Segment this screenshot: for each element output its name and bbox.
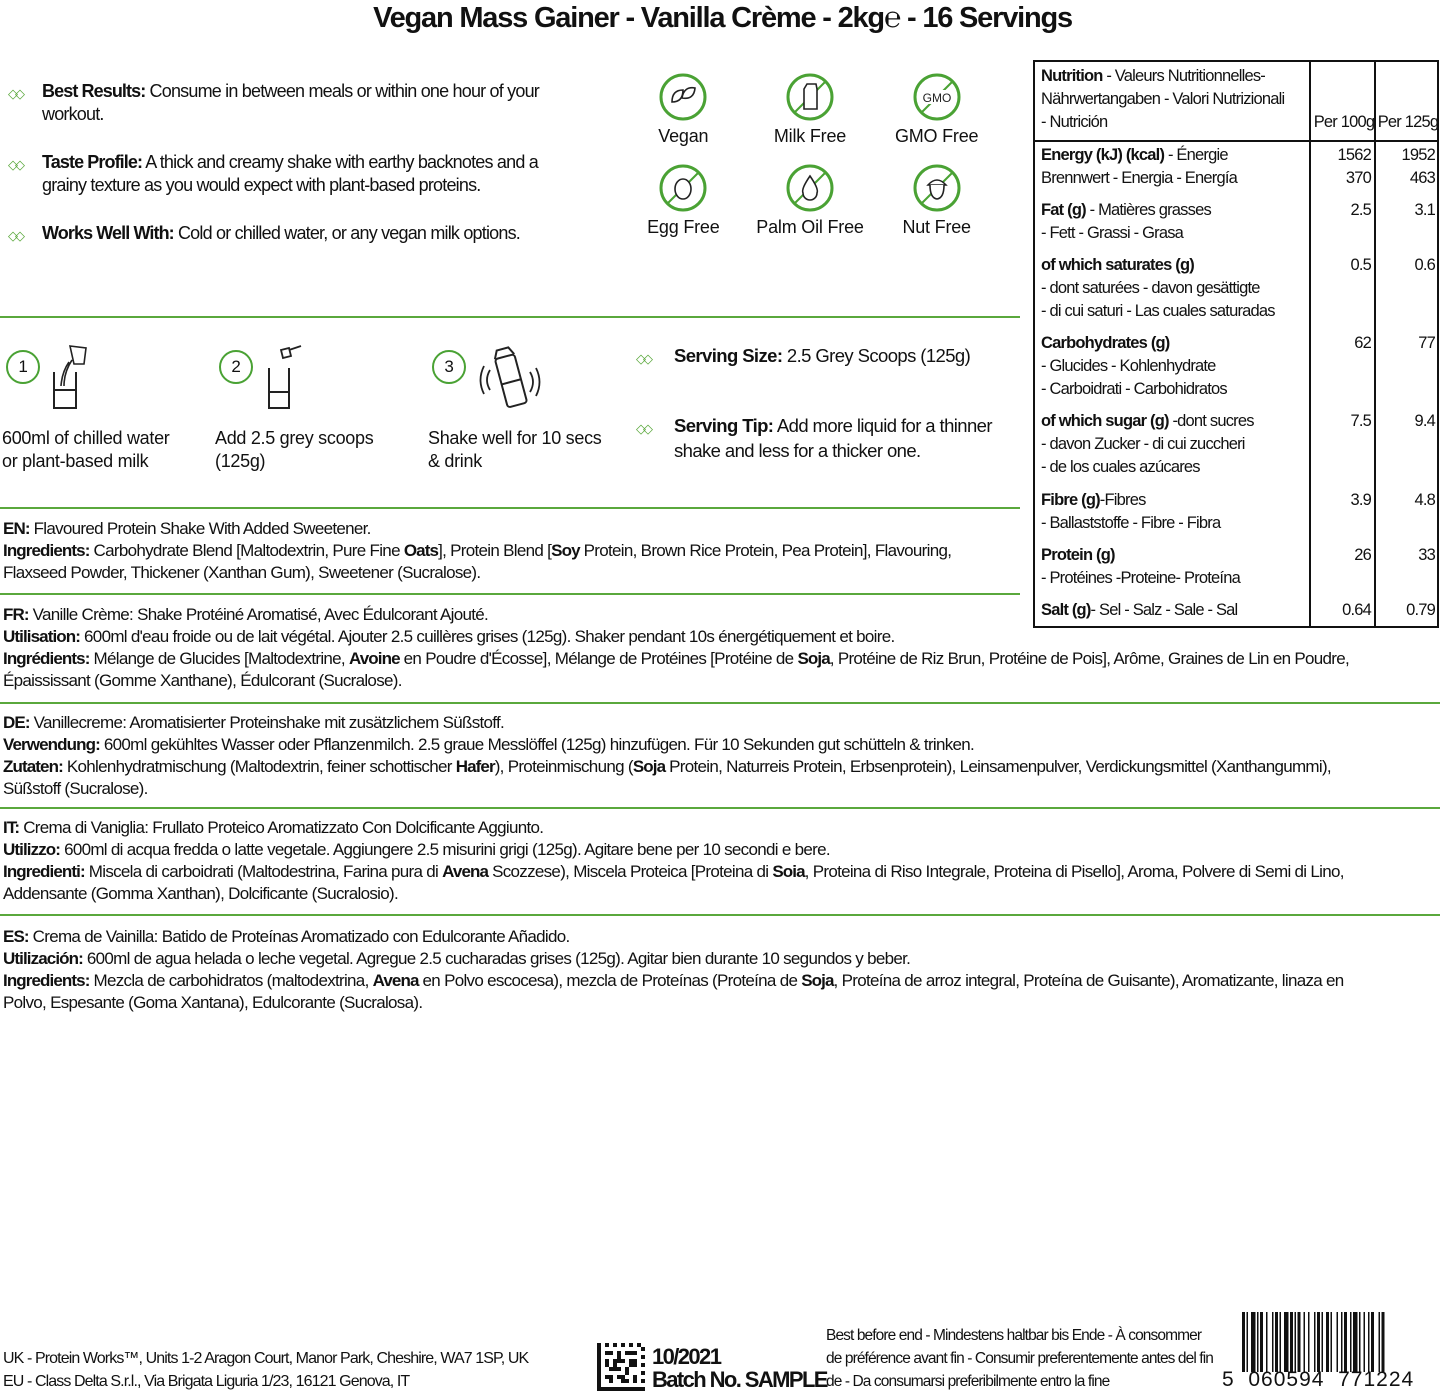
bold-term: Verwendung: xyxy=(3,735,100,754)
serving-text: 2.5 Grey Scoops (125g) xyxy=(782,345,971,366)
best-before xyxy=(826,1324,1213,1393)
text-segment: Crema de Vainilla: Batido de Proteínas Aromatizado con Edulcorante Añadido. xyxy=(28,927,570,946)
barcode-bar xyxy=(1242,1312,1245,1372)
barcode-digit-group: 5 xyxy=(1222,1368,1235,1391)
bold-term: Soy xyxy=(551,541,580,560)
barcode-bar xyxy=(1275,1312,1278,1372)
barcode-bar xyxy=(1260,1312,1263,1372)
serving-tip xyxy=(636,413,1021,463)
text-segment: Mezcla de carbohidratos (maltodextrina, xyxy=(89,971,373,990)
nutrient-label xyxy=(1041,332,1309,401)
bold-term: Hafer xyxy=(455,757,495,776)
lang-block-it xyxy=(3,817,1344,905)
bullet-taste-profile xyxy=(8,151,568,197)
serving-label: Serving Tip: xyxy=(674,415,774,436)
value-per-125g xyxy=(1377,332,1435,355)
text-line xyxy=(3,540,951,562)
text-segment: Épaississant (Gomme Xanthane), Édulcorant (Sucralose). xyxy=(3,671,402,690)
value-per-100g xyxy=(1311,544,1371,567)
divider xyxy=(0,807,1440,809)
barcode-bar xyxy=(1251,1312,1256,1372)
badge-label: Nut Free xyxy=(902,217,971,237)
value-per-100g xyxy=(1311,599,1371,622)
dietary-badges xyxy=(620,72,1000,238)
bold-term: Soja xyxy=(632,757,666,776)
bold-term: Soja xyxy=(797,649,830,668)
bold-term: Ingredienti: xyxy=(3,862,85,881)
text-line xyxy=(3,817,1344,839)
step-2 xyxy=(215,342,395,473)
barcode xyxy=(1222,1312,1444,1393)
text-segment: Miscela di carboidrati (Maltodestrina, Farina pura di xyxy=(84,862,443,881)
nutrient-translation: - Ballaststoffe - Fibre - Fibra xyxy=(1041,514,1221,532)
barcode-bar xyxy=(1308,1312,1310,1372)
bold-term: Soja xyxy=(801,971,834,990)
text-segment: , Protéine de Riz Brun, Protéine de Pois], Arôme, Graines de Lin en Poudre, xyxy=(829,649,1349,668)
text-segment: 600ml gekühltes Wasser oder Pflanzenmilch. 2.5 graue Messlöffel (125g) hinzufügen. Für 10 Sekunden gut schütteln & trinken. xyxy=(99,735,975,754)
vegan-leaf-icon xyxy=(658,72,708,122)
bold-term: Oats xyxy=(403,541,439,560)
barcode-bar xyxy=(1298,1312,1301,1372)
bullet-works-well-with xyxy=(8,222,568,247)
barcode-bar xyxy=(1337,1312,1339,1372)
nutrient-name: Carbohydrates (g) xyxy=(1041,334,1170,352)
text-segment: Protein, Naturreis Protein, Erbsenprotein), Leinsamenpulver, Verdickungsmittel (Xanthangummi), xyxy=(665,757,1331,776)
nutrient-value: 0.79 xyxy=(1406,601,1435,619)
nutrient-translation: -Fibres xyxy=(1099,491,1146,509)
nutrient-name: Salt (g) xyxy=(1041,601,1091,619)
divider xyxy=(0,593,1020,595)
column-divider xyxy=(1374,62,1376,626)
nutrient-value: 3.1 xyxy=(1414,201,1435,219)
nutrient-translation: Brennwert - Energia - Energía xyxy=(1041,169,1237,187)
nutrient-label xyxy=(1041,254,1309,323)
bold-term: DE: xyxy=(3,713,30,732)
nutrient-value: 0.64 xyxy=(1342,601,1371,619)
barcode-bar xyxy=(1371,1312,1374,1372)
svg-text:GMO: GMO xyxy=(922,91,951,105)
text-line xyxy=(3,562,951,584)
text-segment: 600ml de agua helada o leche vegetal. Agregue 2.5 cucharadas grises (125g). Agitar bien durante 10 segundos y beber. xyxy=(82,949,911,968)
text-segment: Polvo, Espesante (Goma Xantana), Edulcorante (Sucralosa). xyxy=(3,993,423,1012)
egg-icon xyxy=(658,163,708,213)
nutrition-header xyxy=(1035,62,1437,142)
barcode-bar xyxy=(1314,1312,1316,1372)
barcode-bar xyxy=(1326,1312,1329,1372)
step-1 xyxy=(2,342,182,473)
nutrient-translation: - Carboidrati - Carbohidratos xyxy=(1041,380,1227,398)
barcode-bar xyxy=(1353,1312,1358,1372)
bold-term: ES: xyxy=(3,927,29,946)
barcode-bar xyxy=(1341,1312,1343,1372)
barcode-bar xyxy=(1331,1312,1333,1372)
nutrient-value: 370 xyxy=(1345,169,1371,187)
text-segment: 600ml d'eau froide ou de lait végétal. Ajouter 2.5 cuillères grises (125g). Shaker pendant 10s énergétiquement et boire. xyxy=(80,627,895,646)
barcode-number xyxy=(1222,1368,1414,1392)
nutrient-label xyxy=(1041,199,1309,245)
nutrient-label xyxy=(1041,599,1309,622)
text-segment: ], Protein Blend [ xyxy=(438,541,552,560)
nutrient-label xyxy=(1041,410,1309,479)
text-line xyxy=(3,670,1349,692)
step-text: Add 2.5 grey scoops (125g) xyxy=(215,428,374,471)
nutrient-value: 463 xyxy=(1409,169,1435,187)
value-per-125g xyxy=(1377,599,1435,622)
text-line xyxy=(3,734,1331,756)
badge-palm-oil-free xyxy=(747,163,874,238)
lang-block-de xyxy=(3,712,1331,800)
badge-label: GMO Free xyxy=(894,126,979,146)
text-segment: , Proteina di Riso Integrale, Proteina di Pisello], Aroma, Polvere di Semi di Lino, xyxy=(804,862,1344,881)
oil-drop-icon xyxy=(785,163,835,213)
nutrient-value: 77 xyxy=(1418,334,1435,352)
bold-term: Utilisation: xyxy=(3,627,81,646)
diamond-bullet-icon: ◇◇ xyxy=(8,157,22,172)
nutrient-name: Fibre (g) xyxy=(1041,491,1100,509)
badge-label: Vegan xyxy=(658,126,709,146)
text-line xyxy=(3,883,1344,905)
bold-term: Soia xyxy=(772,862,805,881)
barcode-bar xyxy=(1364,1312,1366,1372)
divider xyxy=(0,702,1440,704)
value-per-125g xyxy=(1377,199,1435,222)
lang-block-es xyxy=(3,926,1344,1014)
value-per-125g xyxy=(1377,489,1435,512)
best-before-line: de - Da consumarsi preferibilmente entro la fine xyxy=(826,1373,1110,1390)
barcode-bar xyxy=(1247,1312,1249,1372)
barcode-bar xyxy=(1266,1312,1268,1372)
serving-text: Add more liquid for a thinner shake and less for a thicker one. xyxy=(674,415,992,461)
barcode-bar xyxy=(1359,1312,1361,1372)
nutrient-value: 62 xyxy=(1354,334,1371,352)
text-segment: ), Proteinmischung ( xyxy=(494,757,633,776)
nutrition-title-es: - Nutrición xyxy=(1041,113,1108,131)
bold-term: EN: xyxy=(3,519,30,538)
bullet-label: Works Well With: xyxy=(42,223,174,243)
text-line xyxy=(3,518,951,540)
bold-term: Avoine xyxy=(348,649,400,668)
nutrient-label xyxy=(1041,144,1309,190)
nutrient-name: of which sugar (g) xyxy=(1041,412,1169,430)
diamond-bullet-icon: ◇◇ xyxy=(636,421,650,436)
barcode-bar xyxy=(1379,1312,1381,1372)
acorn-icon xyxy=(912,163,962,213)
nutrient-label xyxy=(1041,544,1309,590)
serving-size xyxy=(636,343,1021,371)
badge-label: Egg Free xyxy=(647,217,720,237)
text-segment: Scozzese), Miscela Proteica [Proteina di xyxy=(488,862,773,881)
text-segment: Crema di Vaniglia: Frullato Proteico Aromatizzato Con Dolcificante Aggiunto. xyxy=(19,818,544,837)
badge-vegan xyxy=(620,72,747,147)
step-number: 3 xyxy=(432,350,466,384)
bold-term: Ingrédients: xyxy=(3,649,90,668)
value-per-100g xyxy=(1311,410,1371,433)
step-number: 2 xyxy=(219,350,253,384)
nutrition-title-de-it: Nährwertangaben - Valori Nutrizionali xyxy=(1041,90,1285,108)
nutrient-value: 1952 xyxy=(1401,146,1435,164)
nutrient-value: 26 xyxy=(1354,546,1371,564)
column-per-100g: Per 100g xyxy=(1313,113,1375,131)
nutrient-translation: - Fett - Grassi - Grasa xyxy=(1041,224,1184,242)
text-line xyxy=(3,712,1331,734)
bullet-text: A thick and creamy shake with earthy backnotes and a grainy texture as you would expect with plant-based proteins. xyxy=(42,152,538,195)
nutrient-translation: - davon Zucker - di cui zuccheri xyxy=(1041,435,1245,453)
badge-egg-free xyxy=(620,163,747,238)
text-segment: 600ml di acqua fredda o latte vegetale. Aggiungere 2.5 misurini grigi (125g). Agitare bene per 10 secondi e bere. xyxy=(60,840,830,859)
text-segment: Kohlenhydratmischung (Maltodextrin, feiner schottischer xyxy=(62,757,456,776)
best-before-line: de préférence avant fin - Consumir preferentemente antes del fin xyxy=(826,1350,1213,1367)
nutrient-translation: - Matières grasses xyxy=(1085,201,1211,219)
barcode-bar xyxy=(1382,1312,1385,1372)
barcode-bar xyxy=(1295,1312,1297,1372)
batch-info xyxy=(652,1345,827,1391)
barcode-bars-icon xyxy=(1222,1312,1444,1372)
barcode-bar xyxy=(1280,1312,1282,1372)
text-line xyxy=(3,778,1331,800)
nutrient-value: 7.5 xyxy=(1350,412,1371,430)
nutrient-value: 3.9 xyxy=(1350,491,1371,509)
text-line xyxy=(3,756,1331,778)
badge-milk-free xyxy=(747,72,874,147)
nutrition-title-en: Nutrition xyxy=(1041,67,1103,85)
nutrient-translation: -dont sucres xyxy=(1168,412,1254,430)
bold-term: Utilización: xyxy=(3,949,83,968)
batch-number: Batch No. SAMPLE xyxy=(652,1367,827,1392)
nutrient-value: 0.6 xyxy=(1414,256,1435,274)
text-segment: Flaxseed Powder, Thickener (Xanthan Gum), Sweetener (Sucralose). xyxy=(3,563,481,582)
text-line xyxy=(3,970,1344,992)
barcode-bar xyxy=(1344,1312,1347,1372)
value-per-100g xyxy=(1311,489,1371,512)
nutrient-name: Energy (kJ) (kcal) xyxy=(1041,146,1165,164)
nutrient-name: of which saturates (g) xyxy=(1041,256,1194,274)
text-line xyxy=(3,839,1344,861)
text-line xyxy=(3,926,1344,948)
text-line xyxy=(3,861,1344,883)
value-per-100g xyxy=(1311,144,1371,190)
serving-label: Serving Size: xyxy=(674,345,783,366)
text-line xyxy=(3,948,1344,970)
batch-date: 10/2021 xyxy=(652,1344,721,1369)
nutrient-value: 1562 xyxy=(1337,146,1371,164)
product-title: Vegan Mass Gainer - Vanilla Crème - 2kg℮ - 16 Servings xyxy=(373,2,1072,34)
text-segment: , Proteína de arroz integral, Proteína de Guisante), Aromatizante, linaza en xyxy=(833,971,1344,990)
barcode-bar xyxy=(1257,1312,1259,1372)
bold-term: Ingredients: xyxy=(3,541,90,560)
nutrient-translation: - di cui saturi - Las cuales saturadas xyxy=(1041,302,1275,320)
barcode-bar xyxy=(1304,1312,1306,1372)
pour-glass-icon xyxy=(50,342,94,412)
diamond-bullet-icon: ◇◇ xyxy=(8,86,22,101)
text-line xyxy=(3,648,1349,670)
bullet-text: Consume in between meals or within one hour of your workout. xyxy=(42,81,539,124)
barcode-bar xyxy=(1284,1312,1289,1372)
step-number: 1 xyxy=(6,350,40,384)
value-per-100g xyxy=(1311,332,1371,355)
milk-carton-icon xyxy=(785,72,835,122)
text-segment: en Polvo escocesa), mezcla de Proteínas (Proteína de xyxy=(418,971,802,990)
step-text: 600ml of chilled water or plant-based milk xyxy=(2,428,170,471)
value-per-125g xyxy=(1377,544,1435,567)
datamatrix-code-icon xyxy=(597,1343,645,1391)
step-text: Shake well for 10 secs & drink xyxy=(428,428,602,471)
nutrient-translation: - de los cuales azúcares xyxy=(1041,458,1200,476)
text-segment: Flavoured Protein Shake With Added Sweetener. xyxy=(29,519,371,538)
barcode-bar xyxy=(1322,1312,1324,1372)
nutrition-title xyxy=(1041,65,1309,134)
divider xyxy=(0,914,1440,916)
value-per-100g xyxy=(1311,199,1371,222)
scoop-glass-icon xyxy=(263,344,307,414)
divider xyxy=(0,316,1020,318)
nutrient-value: 4.8 xyxy=(1414,491,1435,509)
bold-term: FR: xyxy=(3,605,29,624)
text-segment: Süßstoff (Sucralose). xyxy=(3,779,148,798)
nutrition-table xyxy=(1033,60,1439,628)
nutrient-translation: - Protéines -Proteine- Proteína xyxy=(1041,569,1240,587)
nutrient-value: 9.4 xyxy=(1414,412,1435,430)
best-before-line: Best before end - Mindestens haltbar bis Ende - À consommer xyxy=(826,1327,1202,1344)
bold-term: Ingredients: xyxy=(3,971,90,990)
bullet-text: Cold or chilled water, or any vegan milk options. xyxy=(173,223,520,243)
lang-block-en xyxy=(3,518,951,584)
badge-gmo-free xyxy=(873,72,1000,147)
company-addresses xyxy=(3,1347,528,1393)
bold-term: Zutaten: xyxy=(3,757,63,776)
bullet-label: Best Results: xyxy=(42,81,146,101)
address-eu: EU - Class Delta S.r.l., Via Brigata Liguria 1/23, 16121 Genova, IT xyxy=(3,1373,410,1390)
text-segment: Vanille Crème: Shake Protéiné Aromatisé, Avec Édulcorant Ajouté. xyxy=(28,605,489,624)
text-segment: Carbohydrate Blend [Maltodextrin, Pure Fine xyxy=(89,541,404,560)
barcode-bar xyxy=(1290,1312,1293,1372)
nutrition-title-fr: - Valeurs Nutritionnelles- xyxy=(1102,67,1265,85)
nutrient-value: 0.5 xyxy=(1350,256,1371,274)
barcode-digit-group: 771224 xyxy=(1338,1368,1415,1391)
divider xyxy=(0,507,1020,509)
diamond-bullet-icon: ◇◇ xyxy=(636,351,650,366)
value-per-125g xyxy=(1377,410,1435,433)
barcode-bar xyxy=(1368,1312,1370,1372)
bold-term: Utilizzo: xyxy=(3,840,61,859)
badge-nut-free xyxy=(873,163,1000,238)
nutrient-value: 33 xyxy=(1418,546,1435,564)
barcode-bar xyxy=(1272,1312,1274,1372)
value-per-100g xyxy=(1311,254,1371,277)
nutrient-name: Protein (g) xyxy=(1041,546,1115,564)
nutrient-translation: - Sel - Salz - Sale - Sal xyxy=(1090,601,1238,619)
bullet-label: Taste Profile: xyxy=(42,152,143,172)
badge-label: Milk Free xyxy=(773,126,847,146)
gmo-icon xyxy=(912,72,962,122)
nutrient-translation: - dont saturées - davon gesättigte xyxy=(1041,279,1260,297)
step-3 xyxy=(428,342,608,473)
text-line xyxy=(3,992,1344,1014)
text-line xyxy=(3,626,1349,648)
bullet-best-results xyxy=(8,80,568,126)
value-per-125g xyxy=(1377,144,1435,190)
value-per-125g xyxy=(1377,254,1435,277)
bold-term: Avena xyxy=(372,971,419,990)
text-segment: Protein, Brown Rice Protein, Pea Protein], Flavouring, xyxy=(579,541,952,560)
barcode-bar xyxy=(1350,1312,1352,1372)
barcode-bar xyxy=(1317,1312,1320,1372)
text-segment: en Poudre d'Écosse], Mélange de Protéines [Protéine de xyxy=(399,649,798,668)
usage-bullets xyxy=(8,80,568,272)
badge-label: Palm Oil Free xyxy=(756,217,864,237)
nutrient-translation: - Énergie xyxy=(1164,146,1228,164)
bold-term: IT: xyxy=(3,818,20,837)
column-per-125g: Per 125g xyxy=(1377,113,1439,131)
text-segment: Mélange de Glucides [Maltodextrine, xyxy=(89,649,349,668)
diamond-bullet-icon: ◇◇ xyxy=(8,228,22,243)
barcode-digit-group: 060594 xyxy=(1248,1368,1325,1391)
text-segment: Addensante (Gomma Xanthan), Dolcificante (Sucralosio). xyxy=(3,884,398,903)
shaker-icon xyxy=(478,342,542,412)
nutrient-value: 2.5 xyxy=(1350,201,1371,219)
nutrient-label xyxy=(1041,489,1309,535)
nutrient-translation: - Glucides - Kohlenhydrate xyxy=(1041,357,1216,375)
text-segment: Vanillecreme: Aromatisierter Proteinshake mit zusätzlichem Süßstoff. xyxy=(29,713,505,732)
address-uk: UK - Protein Works™, Units 1-2 Aragon Court, Manor Park, Cheshire, WA7 1SP, UK xyxy=(3,1350,529,1367)
nutrient-name: Fat (g) xyxy=(1041,201,1086,219)
bold-term: Avena xyxy=(442,862,489,881)
